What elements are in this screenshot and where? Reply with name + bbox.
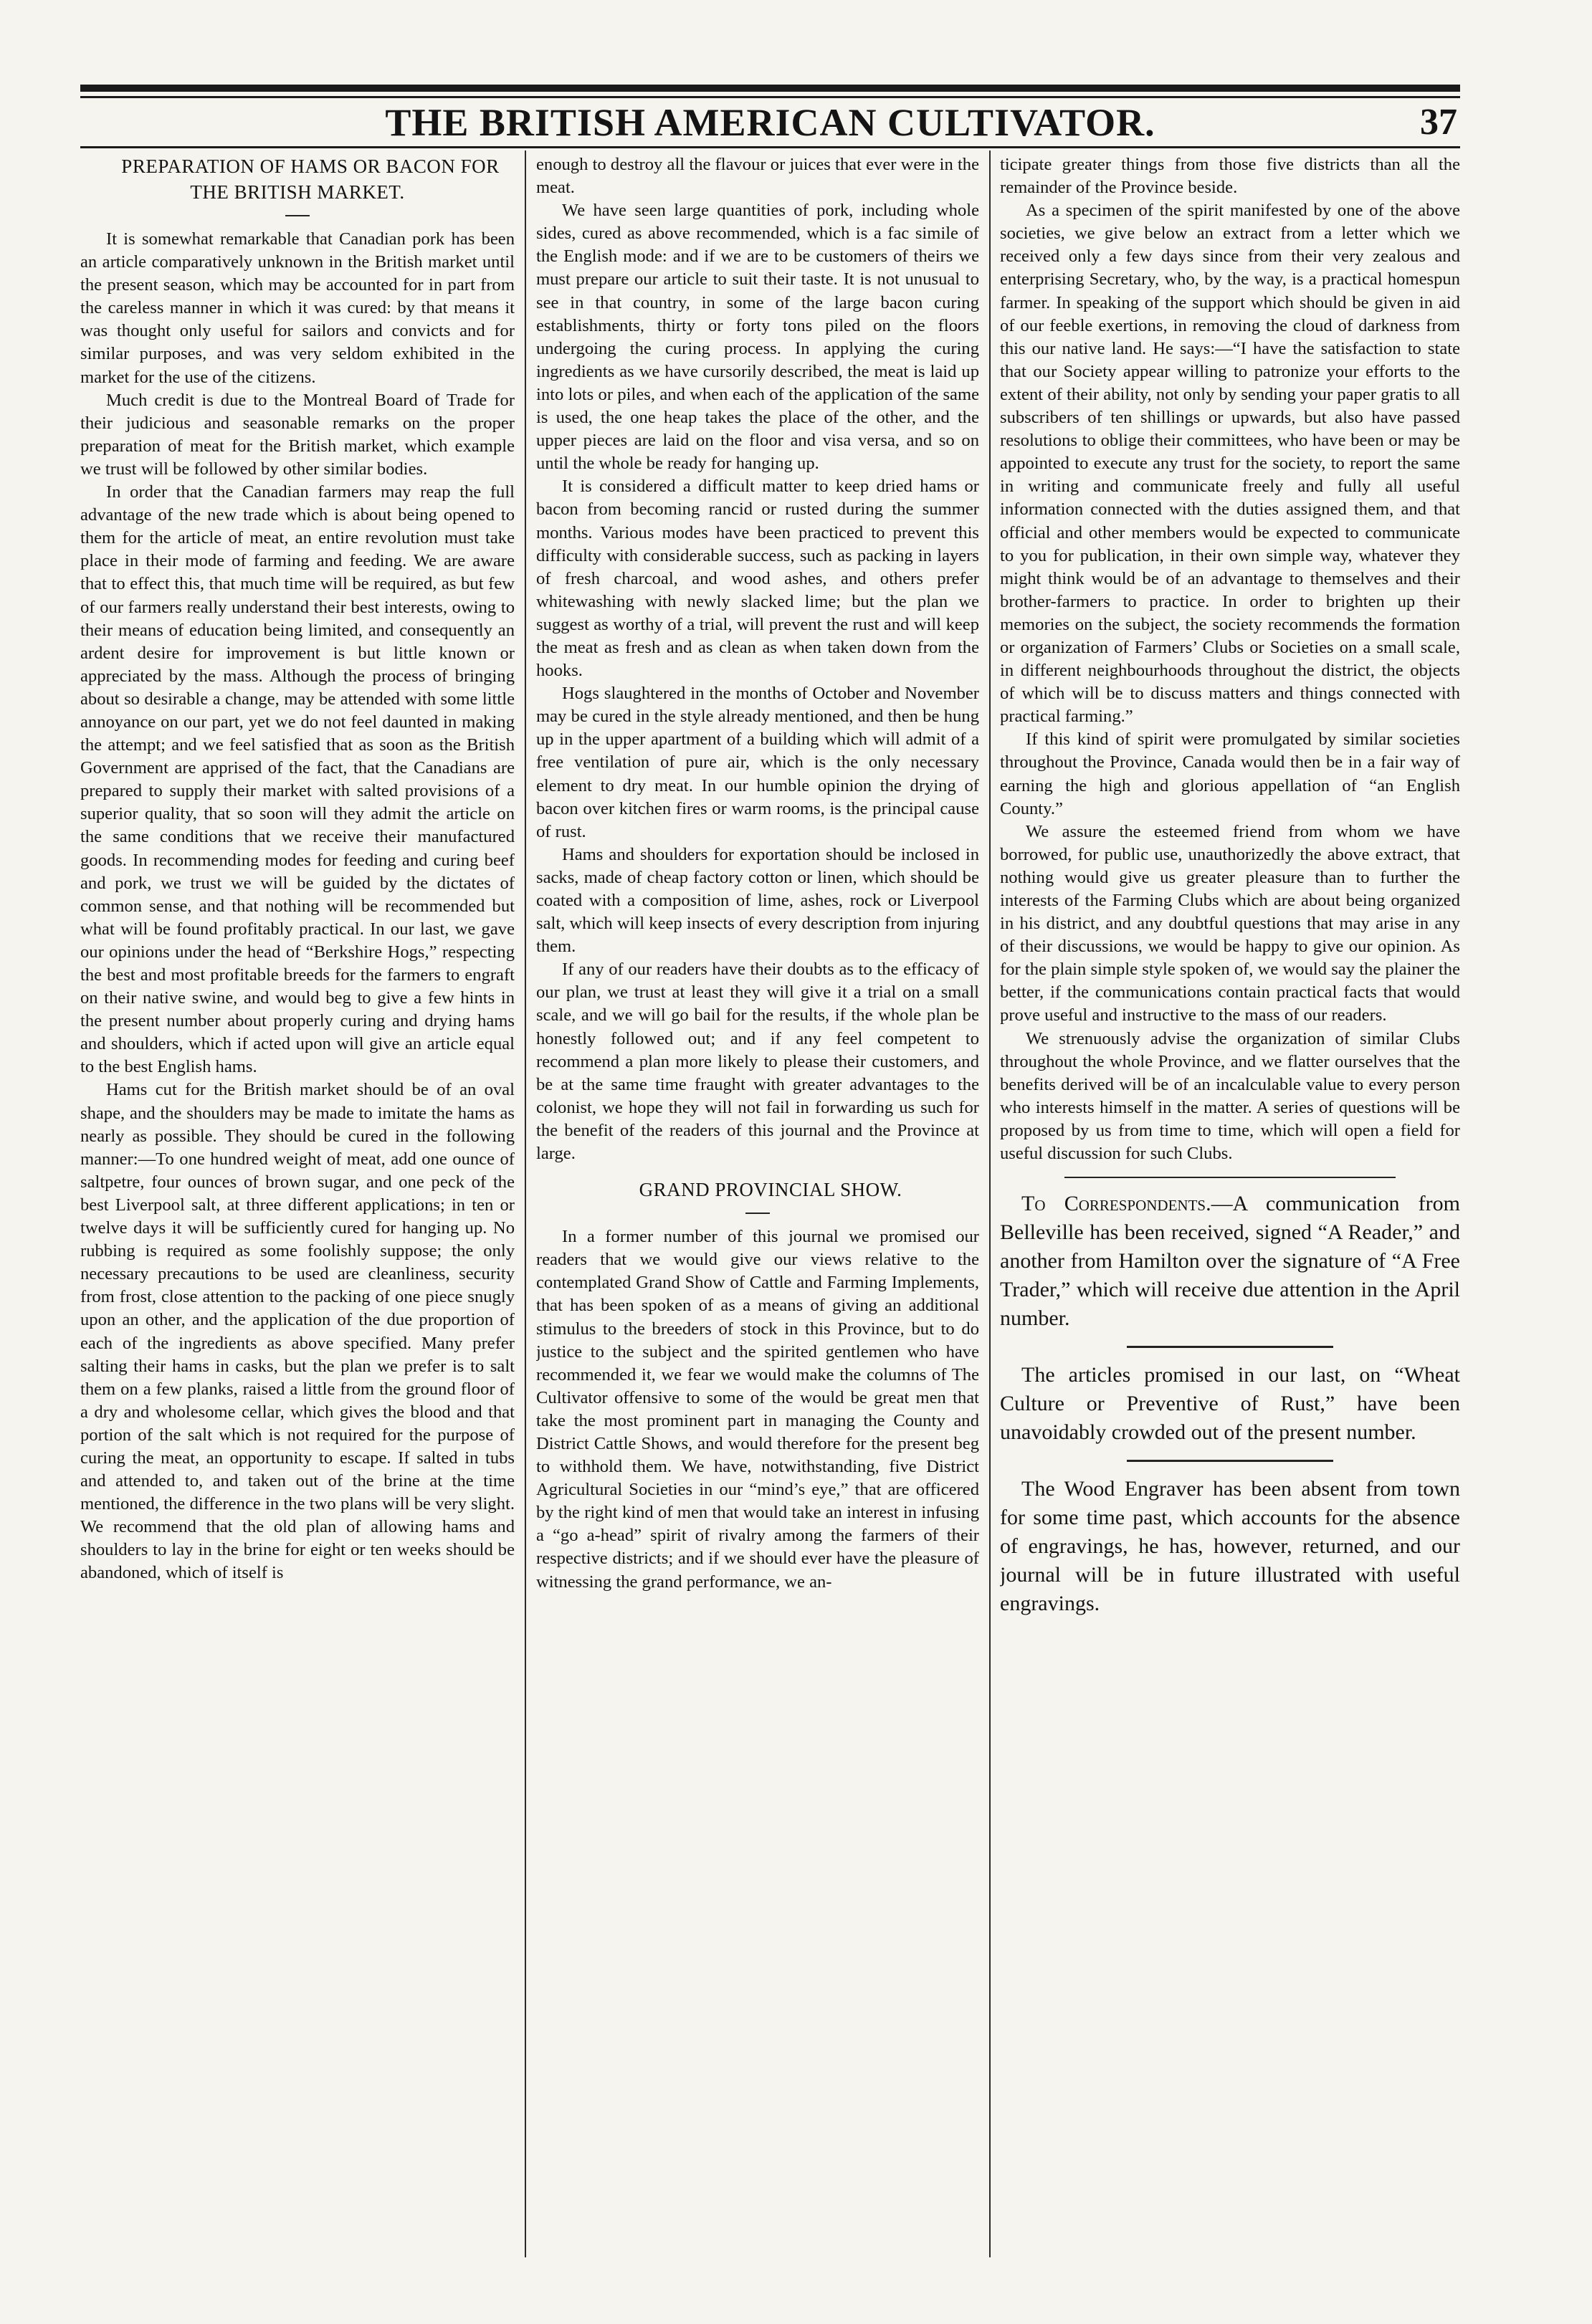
heading-dash [80, 212, 515, 218]
paragraph: The Wood Engraver has been absent from town for some time past, which accounts for the absence of engravings, he has, however, returned, and our journal will be in future illustrated with useful engravings. [1000, 1477, 1460, 1616]
engraver-notice [1000, 1475, 1460, 1618]
paragraph: enough to destroy all the flavour or juices that ever were in the meat. [536, 155, 979, 198]
page-number: 37 [1420, 102, 1457, 143]
heading-dash [536, 1210, 979, 1215]
masthead-under-rule [80, 146, 1460, 148]
masthead-thin-rule [80, 96, 1460, 98]
column-divider [989, 150, 991, 2257]
correspondents-label: To Correspondents. [1021, 1192, 1211, 1216]
paragraph: It is considered a difficult matter to keep dried hams or bacon from becoming rancid or rusted during the summer months. Various modes have been practiced to prevent this difficulty with considerable success, such as packing in layers of fresh charcoal, and wood ashes, and others prefer whitewashing with newly slacked lime; but the plan we suggest as worthy of a trial, will prevent the rust and will keep the meat as fresh and as clean as when taken down from the hooks. [536, 477, 979, 681]
paragraph: ticipate greater things from those five districts than all the remainder of the Province beside. [1000, 155, 1460, 198]
paragraph: If any of our readers have their doubts as to the efficacy of our plan, we trust at least they will give it a trial on a small scale, and we will go bail for the results, if the whole plan be honestly followed out; and if any feel competent to recommend a plan more likely to please their customers, and be at the same time fraught with greater advantages to the colonist, we hope they will not fail in forwarding us such for the benefit of the readers of this journal and the Province at large. [536, 960, 979, 1164]
paragraph: As a specimen of the spirit manifested by one of the above societies, we give below an extract from a letter which we received only a few days since from their very zealous and enterprising Secretary, who, by the way, is a practical homespun farmer. In speaking of the support which should be given in aid of our feeble exertions, in removing the cloud of darkness from this our native land. He says:—“I have the satisfaction to state that our Society appear willing to patronize your efforts to the extent of their ability, not only by sending your paper gratis to all subscribers of ten shillings or upwards, but also have passed resolutions to oblige their committees, who have been or may be appointed to execute any trust for the society, to report the same in writing and communicate freely and fully all useful information connected with the duties assigned them, and that official and other members would be expected to communicate to you for publication, in their own simple way, whatever they might think would be of an advantage to themselves and their brother-farmers to practice. In order to brighten up their memories on the subject, the society recommends the formation or organization of Farmers’ Clubs or Societies on a small scale, in different neighbourhoods throughout the district, the objects of which will be to discuss matters and things connected with practical farming.” [1000, 201, 1460, 727]
section-rule [1127, 1460, 1334, 1462]
section-rule [1127, 1346, 1334, 1348]
paragraph: Hams cut for the British market should be of an oval shape, and the shoulders may be made to imitate the hams as nearly as possible. They should be cured in the following manner:—To one hundred weight of meat, add one ounce of saltpetre, four ounces of brown sugar, and one peck of the best Liverpool salt, at three different applications; in ten or twelve days it will be sufficiently cured for hanging up. No rubbing is required as some foolishly suppose; the only necessary precautions to be used are cleanliness, security from frost, close attention to the packing of one piece snugly upon an other, and the application of the due proportion of each of the ingredients as above specified. Many prefer salting their hams in casks, but the plan we prefer is to salt them on a few planks, raised a little from the ground floor of a dry and wholesome cellar, which gives the blood and that portion of the salt which is not required for the purpose of curing the meat, an opportunity to escape. If salted in tubs and attended to, and taken out of the brine at the time mentioned, the difference in the two plans will be very slight. We recommend that the old plan of allowing hams and shoulders to lay in the brine for eight or ten weeks should be abandoned, which of itself is [80, 1080, 515, 1583]
column-1 [80, 153, 515, 2303]
paragraph: In a former number of this journal we promised our readers that we would give our views relative to the contemplated Grand Show of Cattle and Farming Implements, that has been spoken of as a means of giving an additional stimulus to the breeders of stock in this Province, but to do justice to the subject and the spirited gentlemen who have recommended it, we fear we would make the columns of The Cultivator offensive to some of the would be great men that take the most prominent part in managing the County and District Cattle Shows, and would therefore for the present beg to withhold them. We have, notwithstanding, five District Agricultural Societies in our “mind’s eye,” that are officered by the right kind of men that would take an interest in infusing a “go a-head” spirit of rivalry among the farmers of their respective districts; and if we should ever have the pleasure of witnessing the grand performance, we an- [536, 1227, 979, 1592]
masthead [80, 100, 1460, 145]
section-rule [1064, 1177, 1396, 1178]
correspondents-notice [1000, 1190, 1460, 1333]
paragraph: In order that the Canadian farmers may reap the full advantage of the new trade which is about being opened to them for the article of meat, an entire revolution must take place in their mode of farming and feeding. We are aware that to effect this, that much time will be required, as but few of our farmers really understand their best interests, owing to their means of education being limited, and consequently an ardent desire for improvement is but little known or appreciated by the mass. Although the process of bringing about so desirable a change, may be attended with some little annoyance on our part, yet we do not feel daunted in making the attempt; and we feel satisfied that as soon as the British Government are apprised of the fact, that the Canadians are prepared to supply their market with salted provisions of a superior quality, that so soon will they admit the article on the same conditions that we receive their manufactured goods. In recommending modes for feeding and curing beef and pork, we trust we will be guided by the dictates of common sense, and that nothing will be recommended but what will be found profitably practical. In our last, we gave our opinions under the head of “Berkshire Hogs,” respecting the best and most profitable breeds for the farmers to engraft on their native swine, and would beg to give a few hints in the present number about properly curing and drying hams and shoulders, which if acted upon will give an article equal to the best English hams. [80, 482, 515, 1077]
correspondents-text: —A communication from Belleville has been received, signed “A Reader,” and another from Hamilton over the signature of “A Free Trader,” which will receive due attention in the April number. [1000, 1192, 1460, 1331]
column-2 [536, 153, 979, 2303]
column-3 [1000, 153, 1460, 2303]
paragraph: We strenuously advise the organization of similar Clubs throughout the whole Province, and we flatter ourselves that the benefits derived will be of an incalculable value to every person who interests himself in the matter. A series of questions will be proposed by us from time to time, which will open a field for useful discussion for such Clubs. [1000, 1028, 1460, 1164]
paragraph: Much credit is due to the Montreal Board of Trade for their judicious and seasonable remarks on the proper preparation of meat for the British market, which example we trust will be followed by other similar bodies. [80, 390, 515, 479]
publication-title: THE BRITISH AMERICAN CULTIVATOR. [385, 101, 1155, 144]
paragraph: The articles promised in our last, on “Wheat Culture or Preventive of Rust,” have been unavoidably crowded out of the present number. [1000, 1363, 1460, 1445]
paragraph: Hogs slaughtered in the months of October and November may be cured in the style already mentioned, and then be hung up in the upper apartment of a building which will admit of a free ventilation of pure air, which is the only necessary element to dry meat. In our humble opinion the drying of bacon over kitchen fires or warm rooms, is the principal cause of rust. [536, 684, 979, 841]
paragraph: We have seen large quantities of pork, including whole sides, cured as above recommended, which is a fac simile of the English mode: and if we are to be customers of theirs we must prepare our article to suit their taste. It is not unusual to see in that country, in some of the large bacon curing establishments, thirty or forty tons piled on the floors undergoing the curing process. In applying the curing ingredients as we have cursorily described, the meat is laid up into lots or piles, and when each of the application of the same is used, the one heap takes the place of the other, and the upper pieces are laid on the floor and visa versa, and so on until the whole be ready for hanging up. [536, 201, 979, 474]
paragraph: We assure the esteemed friend from whom we have borrowed, for public use, unauthorizedly the above extract, that nothing would give us greater pleasure than to further the interests of the Farming Clubs which are about being organized in his district, and any doubtful questions that may arise in any of their discussions, we would be happy to give our opinion. As for the plain simple style spoken of, we would say the plainer the better, if the communications contain practical facts that would prove useful and instructive to the mass of our readers. [1000, 821, 1460, 1025]
article-heading: PREPARATION OF HAMS OR BACON FOR THE BRITISH MARKET. [121, 156, 500, 203]
masthead-top-rule [80, 85, 1460, 92]
paragraph: Hams and shoulders for exportation should be inclosed in sacks, made of cheap factory cotton or linen, which should be coated with a composition of lime, ashes, rock or Liverpool salt, which will keep insects of every description from injuring them. [536, 844, 979, 957]
article-heading: GRAND PROVINCIAL SHOW. [639, 1179, 902, 1201]
articles-notice [1000, 1361, 1460, 1447]
column-divider [525, 150, 526, 2257]
paragraph: It is somewhat remarkable that Canadian pork has been an article comparatively unknown in the British market until the present season, which may be accounted for in part from the careless manner in which it was cured: by that means it was thought only useful for sailors and convicts and for similar purposes, and was very seldom exhibited in the market for the use of the citizens. [80, 229, 515, 387]
paragraph: If this kind of spirit were promulgated by similar societies throughout the Province, Canada would then be in a fair way of earning the high and glorious appellation of “an English County.” [1000, 730, 1460, 818]
paragraph [1000, 1190, 1460, 1333]
